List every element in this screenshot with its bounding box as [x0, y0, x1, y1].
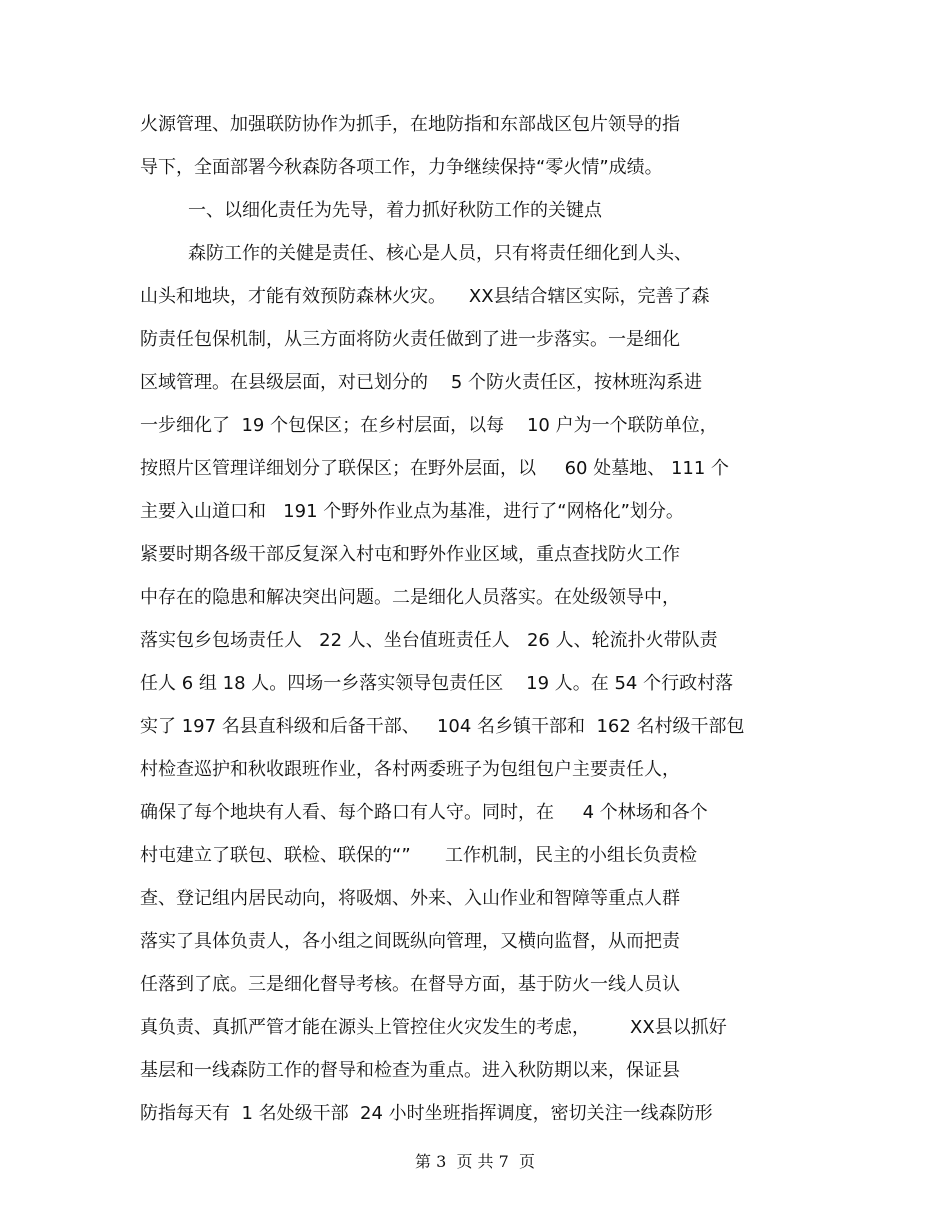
text-line: 落实包乡包场责任人 22 人、坐台值班责任人 26 人、轮流扑火带队责	[140, 630, 718, 651]
text-line: 导下，全面部署今秋森防各项工作，力争继续保持“零火情”成绩。	[140, 157, 663, 178]
section-heading: 一、以细化责任为先导，着力抓好秋防工作的关键点	[188, 200, 602, 221]
text-line: 山头和地块，才能有效预防森林火灾。 XX县结合辖区实际，完善了森	[140, 286, 710, 307]
text-line: 任落到了底。三是细化督导考核。在督导方面，基于防火一线人员认	[140, 974, 680, 995]
text-line: 森防工作的关健是责任、核心是人员，只有将责任细化到人头、	[188, 243, 692, 264]
text-line: 主要入山道口和 191 个野外作业点为基准，进行了“网格化”划分。	[140, 501, 684, 522]
text-line: 一步细化了 19 个包保区；在乡村层面，以每 10 户为一个联防单位，	[140, 415, 718, 436]
text-line: 查、登记组内居民动向，将吸烟、外来、入山作业和智障等重点人群	[140, 888, 680, 909]
text-line: 村检查巡护和秋收跟班作业，各村两委班子为包组包户主要责任人，	[140, 759, 680, 780]
text-line: 防责任包保机制，从三方面将防火责任做到了进一步落实。一是细化	[140, 329, 680, 350]
text-line: 按照片区管理详细划分了联保区；在野外层面，以 60 处墓地、 111 个	[140, 458, 730, 479]
text-line: 基层和一线森防工作的督导和检查为重点。进入秋防期以来，保证县	[140, 1060, 680, 1081]
text-line: 实了 197 名县直科级和后备干部、 104 名乡镇干部和 162 名村级干部包	[140, 716, 745, 737]
text-line: 真负责、真抓严管才能在源头上管控住火灾发生的考虑， XX县以抓好	[140, 1017, 727, 1038]
text-line: 紧要时期各级干部反复深入村屯和野外作业区域，重点查找防火工作	[140, 544, 680, 565]
text-line: 中存在的隐患和解决突出问题。二是细化人员落实。在处级领导中，	[140, 587, 680, 608]
text-line: 落实了具体负责人，各小组之间既纵向管理，又横向监督，从而把责	[140, 931, 680, 952]
text-line: 确保了每个地块有人看、每个路口有人守。同时，在 4 个林场和各个	[140, 802, 708, 823]
text-line: 村屯建立了联包、联检、联保的“” 工作机制，民主的小组长负责检	[140, 845, 697, 866]
text-line: 任人 6 组 18 人。四场一乡落实领导包责任区 19 人。在 54 个行政村落	[140, 673, 734, 694]
text-line: 防指每天有 1 名处级干部 24 小时坐班指挥调度，密切关注一线森防形	[140, 1103, 713, 1124]
text-line: 区域管理。在县级层面，对已划分的 5 个防火责任区，按林班沟系进	[140, 372, 703, 393]
text-line: 火源管理、加强联防协作为抓手，在地防指和东部战区包片领导的指	[140, 114, 680, 135]
page-number-footer: 第 3 页 共 7 页	[415, 1152, 535, 1171]
